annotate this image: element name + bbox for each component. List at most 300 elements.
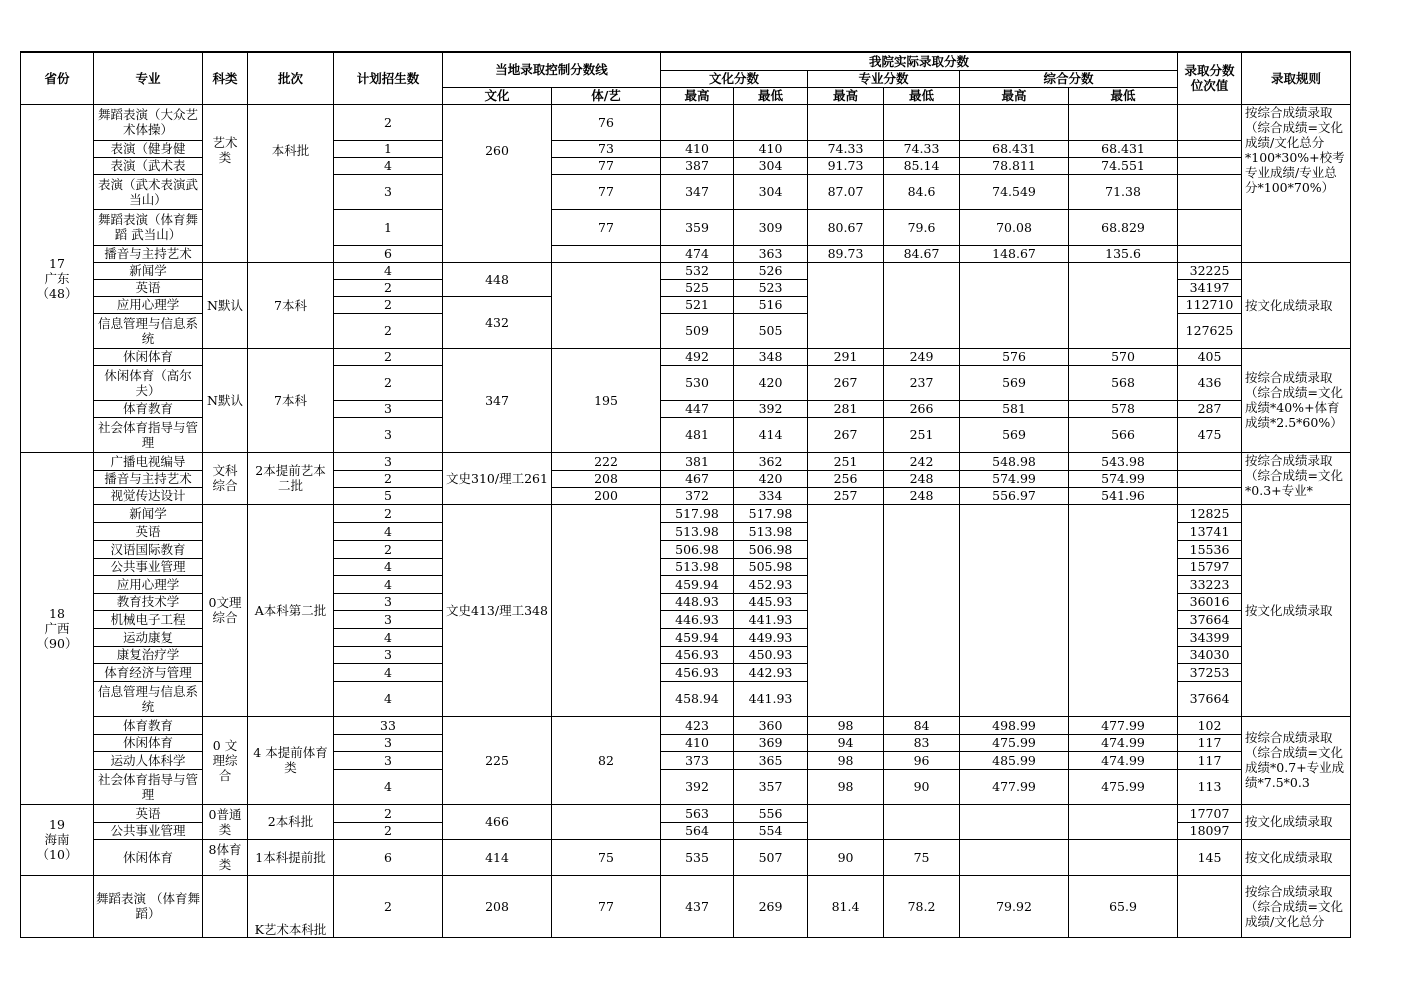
rank-cell: 34197	[1178, 279, 1242, 296]
rule-cell: 按文化成绩录取	[1242, 804, 1351, 839]
plan-cell: 2	[334, 804, 443, 822]
culture-max-cell: 459.94	[661, 575, 734, 593]
composite-min-cell: 578	[1069, 400, 1178, 417]
control-culture-cell: 225	[443, 716, 552, 804]
culture-max-cell: 467	[661, 470, 734, 487]
plan-cell: 4	[334, 558, 443, 575]
rule-cell: 按综合成绩录取（综合成绩=文化成绩/文化总分	[1242, 875, 1351, 937]
rank-cell: 34399	[1178, 628, 1242, 646]
plan-cell: 2	[334, 348, 443, 365]
rank-cell: 12825	[1178, 504, 1242, 522]
rank-cell: 475	[1178, 417, 1242, 452]
composite-min-cell: 574.99	[1069, 470, 1178, 487]
plan-cell: 4	[334, 681, 443, 716]
composite-min-cell: 475.99	[1069, 769, 1178, 804]
major-max-cell: 281	[808, 400, 884, 417]
category-cell: N默认	[203, 348, 248, 452]
major-max-cell: 91.73	[808, 157, 884, 174]
major-cell: 表演（武术表	[94, 157, 203, 174]
culture-min-cell: 269	[734, 875, 808, 937]
culture-min-cell: 554	[734, 822, 808, 839]
major-cell: 信息管理与信息系统	[94, 681, 203, 716]
plan-cell: 4	[334, 628, 443, 646]
rule-cell: 按文化成绩录取	[1242, 262, 1351, 348]
culture-min-cell: 507	[734, 839, 808, 875]
header-major-max: 最高	[808, 87, 884, 104]
rule-cell: 按综合成绩录取（综合成绩=文化成绩*40%+体育成绩*2.5*60%）	[1242, 348, 1351, 452]
category-cell: 0普通 类	[203, 804, 248, 839]
plan-cell: 3	[334, 174, 443, 209]
plan-cell: 4	[334, 663, 443, 681]
header-rank	[1178, 52, 1242, 104]
culture-max-cell: 506.98	[661, 540, 734, 558]
culture-max-cell: 492	[661, 348, 734, 365]
rank-cell: 145	[1178, 839, 1242, 875]
major-min-cell	[884, 104, 960, 140]
major-cell: 英语	[94, 522, 203, 540]
header-control-sport-art: 体/艺	[552, 87, 661, 104]
culture-min-cell: 304	[734, 174, 808, 209]
composite-min-cell: 474.99	[1069, 734, 1178, 751]
control-culture-cell: 466	[443, 804, 552, 839]
header-rule: 录取规则	[1242, 52, 1351, 104]
rank-cell: 405	[1178, 348, 1242, 365]
plan-cell: 2	[334, 540, 443, 558]
control-culture-cell: 文史310/理工261	[443, 452, 552, 504]
composite-max-cell: 78.811	[960, 157, 1069, 174]
major-max-cell: 257	[808, 487, 884, 504]
major-max-cell	[808, 262, 884, 348]
culture-min-cell	[734, 104, 808, 140]
major-cell: 视觉传达设计	[94, 487, 203, 504]
major-min-cell: 248	[884, 487, 960, 504]
major-cell: 机械电子工程	[94, 610, 203, 628]
major-cell: 康复治疗学	[94, 646, 203, 663]
culture-min-cell: 348	[734, 348, 808, 365]
rank-cell: 15536	[1178, 540, 1242, 558]
control-art-cell: 77	[552, 174, 661, 209]
batch-cell: 4 本提前体育类	[248, 716, 334, 804]
culture-min-cell: 513.98	[734, 522, 808, 540]
rank-cell: 117	[1178, 734, 1242, 751]
header-province: 省份	[21, 52, 94, 104]
culture-max-cell: 535	[661, 839, 734, 875]
rank-cell: 18097	[1178, 822, 1242, 839]
rank-cell: 13741	[1178, 522, 1242, 540]
culture-min-cell: 441.93	[734, 610, 808, 628]
batch-cell: K艺术本科批	[248, 875, 334, 937]
culture-max-cell: 509	[661, 313, 734, 348]
rank-cell: 117	[1178, 751, 1242, 769]
control-art-cell: 77	[552, 209, 661, 245]
major-max-cell: 98	[808, 751, 884, 769]
rank-cell: 102	[1178, 716, 1242, 734]
plan-cell: 3	[334, 751, 443, 769]
major-cell: 公共事业管理	[94, 822, 203, 839]
control-art-cell: 200	[552, 487, 661, 504]
culture-min-cell: 523	[734, 279, 808, 296]
control-culture-cell: 432	[443, 296, 552, 348]
header-rank-line1: 录取分数	[1184, 63, 1235, 79]
rule-cell: 按综合成绩录取（综合成绩=文化成绩*0.7+专业成绩*7.5*0.3	[1242, 716, 1351, 804]
rank-cell	[1178, 140, 1242, 157]
culture-min-cell: 309	[734, 209, 808, 245]
major-max-cell: 98	[808, 716, 884, 734]
plan-cell: 4	[334, 769, 443, 804]
plan-cell: 4	[334, 157, 443, 174]
major-max-cell: 81.4	[808, 875, 884, 937]
culture-max-cell: 563	[661, 804, 734, 822]
culture-max-cell: 347	[661, 174, 734, 209]
major-cell: 运动康复	[94, 628, 203, 646]
composite-max-cell: 556.97	[960, 487, 1069, 504]
province-cell	[21, 875, 94, 937]
plan-cell: 2	[334, 296, 443, 313]
rank-cell: 32225	[1178, 262, 1242, 279]
composite-min-cell: 543.98	[1069, 452, 1178, 470]
major-min-cell: 96	[884, 751, 960, 769]
culture-min-cell: 517.98	[734, 504, 808, 522]
major-min-cell: 75	[884, 839, 960, 875]
batch-cell: 2本提前艺本二批	[248, 452, 334, 504]
batch-cell: 本科批	[248, 104, 334, 262]
rank-cell	[1178, 104, 1242, 140]
control-culture-cell: 448	[443, 262, 552, 296]
culture-max-cell	[661, 104, 734, 140]
major-min-cell	[884, 262, 960, 348]
culture-max-cell: 517.98	[661, 504, 734, 522]
culture-max-cell: 392	[661, 769, 734, 804]
major-min-cell: 85.14	[884, 157, 960, 174]
major-max-cell: 94	[808, 734, 884, 751]
major-cell: 体育教育	[94, 716, 203, 734]
major-min-cell: 249	[884, 348, 960, 365]
control-art-cell: 73	[552, 140, 661, 157]
composite-max-cell: 70.08	[960, 209, 1069, 245]
major-cell: 英语	[94, 279, 203, 296]
major-min-cell: 79.6	[884, 209, 960, 245]
rank-cell: 37253	[1178, 663, 1242, 681]
major-min-cell: 248	[884, 470, 960, 487]
composite-max-cell: 68.431	[960, 140, 1069, 157]
major-cell: 汉语国际教育	[94, 540, 203, 558]
plan-cell: 3	[334, 593, 443, 610]
major-max-cell: 89.73	[808, 245, 884, 262]
header-major-score: 专业分数	[808, 70, 960, 87]
major-cell: 表演（武术表演武当山）	[94, 174, 203, 209]
culture-min-cell: 526	[734, 262, 808, 279]
major-cell: 体育教育	[94, 400, 203, 417]
major-max-cell: 251	[808, 452, 884, 470]
composite-min-cell: 570	[1069, 348, 1178, 365]
rank-cell: 33223	[1178, 575, 1242, 593]
batch-cell: 7本科	[248, 348, 334, 452]
header-actual-score: 我院实际录取分数	[661, 52, 1178, 70]
rank-cell: 127625	[1178, 313, 1242, 348]
rank-cell	[1178, 174, 1242, 209]
major-max-cell: 267	[808, 365, 884, 400]
culture-max-cell: 459.94	[661, 628, 734, 646]
culture-min-cell: 365	[734, 751, 808, 769]
culture-min-cell: 441.93	[734, 681, 808, 716]
rank-cell	[1178, 157, 1242, 174]
major-min-cell: 251	[884, 417, 960, 452]
plan-cell: 3	[334, 400, 443, 417]
culture-max-cell: 521	[661, 296, 734, 313]
category-cell: 0 文 理综 合	[203, 716, 248, 804]
major-max-cell: 74.33	[808, 140, 884, 157]
culture-min-cell: 362	[734, 452, 808, 470]
composite-min-cell: 68.829	[1069, 209, 1178, 245]
major-min-cell: 84	[884, 716, 960, 734]
major-cell: 体育经济与管理	[94, 663, 203, 681]
rank-cell: 36016	[1178, 593, 1242, 610]
major-min-cell: 74.33	[884, 140, 960, 157]
plan-cell: 3	[334, 734, 443, 751]
major-max-cell: 267	[808, 417, 884, 452]
header-composite-score: 综合分数	[960, 70, 1178, 87]
composite-min-cell	[1069, 262, 1178, 348]
rule-cell: 按文化成绩录取	[1242, 839, 1351, 875]
major-max-cell	[808, 804, 884, 839]
major-max-cell: 291	[808, 348, 884, 365]
province-cell: 17 广东 （48）	[21, 104, 94, 452]
rank-cell: 113	[1178, 769, 1242, 804]
header-control-line: 当地录取控制分数线	[443, 52, 661, 87]
category-cell: 8体育 类	[203, 839, 248, 875]
culture-max-cell: 513.98	[661, 558, 734, 575]
culture-max-cell: 372	[661, 487, 734, 504]
culture-min-cell: 506.98	[734, 540, 808, 558]
control-art-cell	[552, 262, 661, 348]
major-cell: 新闻学	[94, 504, 203, 522]
culture-max-cell: 448.93	[661, 593, 734, 610]
major-cell: 舞蹈表演（大众艺术体操）	[94, 104, 203, 140]
header-composite-min: 最低	[1069, 87, 1178, 104]
culture-min-cell: 420	[734, 470, 808, 487]
culture-min-cell: 334	[734, 487, 808, 504]
major-min-cell: 83	[884, 734, 960, 751]
major-min-cell: 237	[884, 365, 960, 400]
major-cell: 教育技术学	[94, 593, 203, 610]
plan-cell: 4	[334, 262, 443, 279]
plan-cell: 5	[334, 487, 443, 504]
culture-min-cell: 445.93	[734, 593, 808, 610]
category-cell: 0文理 综合	[203, 504, 248, 716]
composite-min-cell	[1069, 839, 1178, 875]
category-cell	[203, 875, 248, 937]
culture-min-cell: 414	[734, 417, 808, 452]
plan-cell: 2	[334, 313, 443, 348]
culture-max-cell: 359	[661, 209, 734, 245]
rank-cell: 287	[1178, 400, 1242, 417]
culture-max-cell: 447	[661, 400, 734, 417]
culture-min-cell: 450.93	[734, 646, 808, 663]
major-cell: 社会体育指导与管理	[94, 417, 203, 452]
control-art-cell: 82	[552, 716, 661, 804]
rank-cell	[1178, 470, 1242, 487]
major-cell: 新闻学	[94, 262, 203, 279]
major-cell: 信息管理与信息系统	[94, 313, 203, 348]
composite-min-cell: 541.96	[1069, 487, 1178, 504]
culture-max-cell: 456.93	[661, 646, 734, 663]
control-art-cell: 77	[552, 875, 661, 937]
rule-cell: 按文化成绩录取	[1242, 504, 1351, 716]
header-major: 专业	[94, 52, 203, 104]
composite-max-cell	[960, 804, 1069, 839]
header-control-culture: 文化	[443, 87, 552, 104]
rank-cell	[1178, 209, 1242, 245]
rank-cell: 37664	[1178, 681, 1242, 716]
culture-max-cell: 410	[661, 734, 734, 751]
culture-max-cell: 446.93	[661, 610, 734, 628]
culture-min-cell: 360	[734, 716, 808, 734]
header-rank-line2: 位次值	[1190, 78, 1229, 94]
rank-cell: 112710	[1178, 296, 1242, 313]
composite-max-cell: 485.99	[960, 751, 1069, 769]
header-plan: 计划招生数	[334, 52, 443, 104]
rank-cell	[1178, 245, 1242, 262]
plan-cell: 1	[334, 209, 443, 245]
culture-max-cell: 387	[661, 157, 734, 174]
rank-cell: 17707	[1178, 804, 1242, 822]
province-cell: 19 海南 （10）	[21, 804, 94, 875]
plan-cell: 1	[334, 140, 443, 157]
major-cell: 舞蹈表演 （体育舞蹈）	[94, 875, 203, 937]
rule-cell: 按综合成绩录取（综合成绩=文化成绩/文化总分*100*30%+校考专业成绩/专业总分*100*70%）	[1242, 104, 1351, 262]
culture-max-cell: 458.94	[661, 681, 734, 716]
plan-cell: 4	[334, 575, 443, 593]
major-cell: 广播电视编导	[94, 452, 203, 470]
culture-min-cell: 410	[734, 140, 808, 157]
table-body	[21, 104, 1351, 937]
plan-cell: 2	[334, 104, 443, 140]
major-cell: 社会体育指导与管理	[94, 769, 203, 804]
culture-max-cell: 381	[661, 452, 734, 470]
rank-cell: 34030	[1178, 646, 1242, 663]
culture-min-cell: 505	[734, 313, 808, 348]
composite-max-cell: 548.98	[960, 452, 1069, 470]
major-cell: 播音与主持艺术	[94, 470, 203, 487]
composite-max-cell: 477.99	[960, 769, 1069, 804]
plan-cell: 6	[334, 245, 443, 262]
control-art-cell	[552, 245, 661, 262]
composite-min-cell	[1069, 804, 1178, 839]
plan-cell: 2	[334, 365, 443, 400]
batch-cell: 7本科	[248, 262, 334, 348]
composite-max-cell	[960, 504, 1069, 716]
plan-cell: 2	[334, 470, 443, 487]
culture-min-cell: 304	[734, 157, 808, 174]
composite-min-cell: 71.38	[1069, 174, 1178, 209]
composite-max-cell: 581	[960, 400, 1069, 417]
header-culture-max: 最高	[661, 87, 734, 104]
composite-max-cell: 74.549	[960, 174, 1069, 209]
batch-cell: A本科第二批	[248, 504, 334, 716]
culture-min-cell: 516	[734, 296, 808, 313]
culture-max-cell: 564	[661, 822, 734, 839]
major-max-cell: 256	[808, 470, 884, 487]
composite-min-cell: 68.431	[1069, 140, 1178, 157]
culture-min-cell: 452.93	[734, 575, 808, 593]
major-cell: 休闲体育	[94, 839, 203, 875]
culture-min-cell: 392	[734, 400, 808, 417]
composite-min-cell: 474.99	[1069, 751, 1178, 769]
category-cell: 艺术 类	[203, 104, 248, 262]
composite-min-cell: 65.9	[1069, 875, 1178, 937]
culture-max-cell: 481	[661, 417, 734, 452]
control-art-cell: 208	[552, 470, 661, 487]
major-min-cell: 84.6	[884, 174, 960, 209]
composite-max-cell: 475.99	[960, 734, 1069, 751]
major-min-cell: 90	[884, 769, 960, 804]
major-min-cell: 78.2	[884, 875, 960, 937]
category-cell: 文科 综合	[203, 452, 248, 504]
culture-max-cell: 410	[661, 140, 734, 157]
control-art-cell: 195	[552, 348, 661, 452]
control-culture-cell: 260	[443, 104, 552, 262]
header-major-min: 最低	[884, 87, 960, 104]
plan-cell: 3	[334, 610, 443, 628]
composite-max-cell: 569	[960, 417, 1069, 452]
header-culture-score: 文化分数	[661, 70, 808, 87]
rank-cell	[1178, 487, 1242, 504]
plan-cell: 2	[334, 875, 443, 937]
plan-cell: 6	[334, 839, 443, 875]
culture-min-cell: 420	[734, 365, 808, 400]
plan-cell: 2	[334, 279, 443, 296]
composite-max-cell: 569	[960, 365, 1069, 400]
header-culture-min: 最低	[734, 87, 808, 104]
culture-min-cell: 449.93	[734, 628, 808, 646]
major-cell: 公共事业管理	[94, 558, 203, 575]
major-cell: 舞蹈表演（体育舞蹈 武当山）	[94, 209, 203, 245]
rank-cell: 37664	[1178, 610, 1242, 628]
control-art-cell	[552, 804, 661, 839]
composite-min-cell: 135.6	[1069, 245, 1178, 262]
major-max-cell	[808, 504, 884, 716]
rule-cell: 按综合成绩录取（综合成绩=文化*0.3+专业*	[1242, 452, 1351, 504]
control-art-cell: 77	[552, 157, 661, 174]
culture-max-cell: 530	[661, 365, 734, 400]
culture-min-cell: 556	[734, 804, 808, 822]
culture-max-cell: 513.98	[661, 522, 734, 540]
plan-cell: 2	[334, 504, 443, 522]
control-culture-cell: 文史413/理工348	[443, 504, 552, 716]
major-cell: 休闲体育（高尔夫）	[94, 365, 203, 400]
composite-max-cell: 574.99	[960, 470, 1069, 487]
culture-max-cell: 373	[661, 751, 734, 769]
major-min-cell: 266	[884, 400, 960, 417]
rank-cell	[1178, 875, 1242, 937]
control-culture-cell: 414	[443, 839, 552, 875]
major-min-cell: 242	[884, 452, 960, 470]
control-culture-cell: 347	[443, 348, 552, 452]
header-composite-max: 最高	[960, 87, 1069, 104]
culture-max-cell: 525	[661, 279, 734, 296]
composite-max-cell	[960, 839, 1069, 875]
culture-min-cell: 357	[734, 769, 808, 804]
major-cell: 播音与主持艺术	[94, 245, 203, 262]
composite-min-cell: 566	[1069, 417, 1178, 452]
culture-max-cell: 532	[661, 262, 734, 279]
composite-min-cell: 568	[1069, 365, 1178, 400]
composite-min-cell	[1069, 504, 1178, 716]
culture-max-cell: 456.93	[661, 663, 734, 681]
control-art-cell: 76	[552, 104, 661, 140]
plan-cell: 3	[334, 646, 443, 663]
major-cell: 应用心理学	[94, 575, 203, 593]
